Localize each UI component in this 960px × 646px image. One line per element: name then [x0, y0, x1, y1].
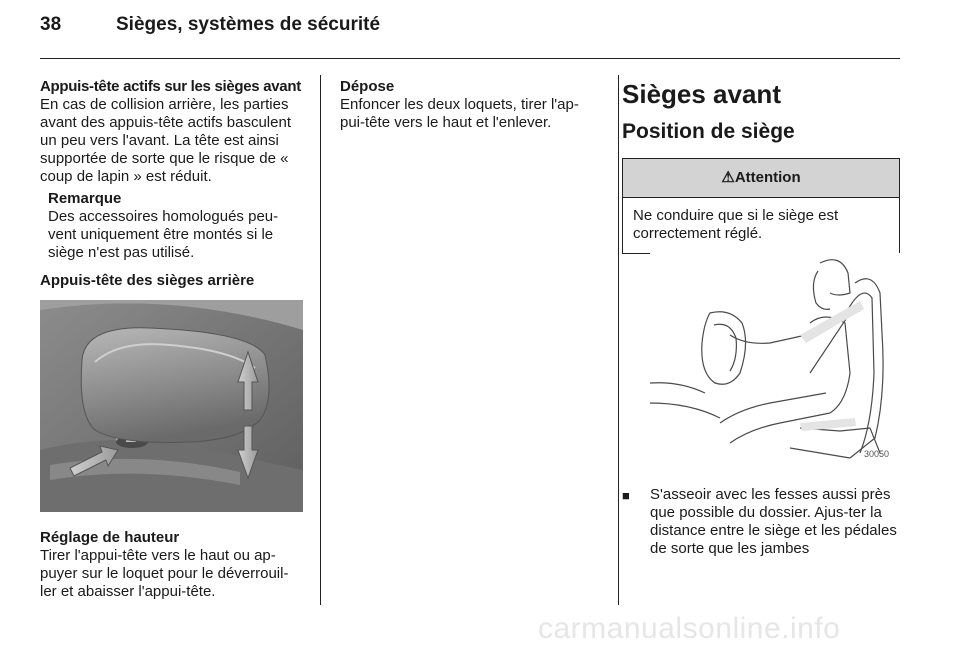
active-headrest-text: En cas de collision arrière, les parties avant des appuis-tête actifs basculent un peu vers l'avant. La tête est ainsi supportée de sorte que le risque de « coup de lapin » est réduit.: [40, 96, 291, 185]
note-text: Des accessoires homologués peu-vent uniquement être montés si le siège n'est pas utilisé.: [48, 208, 279, 261]
removal-heading: Dépose: [340, 78, 395, 95]
headrest-illustration: [40, 300, 303, 512]
column-1: [40, 78, 305, 290]
watermark: carmanualsonline.info: [538, 612, 841, 645]
list-item: [622, 486, 902, 558]
subsection-title: Position de siège: [622, 120, 795, 143]
column-divider-2: [618, 75, 619, 605]
warning-triangle-icon: ⚠: [721, 169, 735, 186]
section-title: Sièges avant: [622, 79, 781, 109]
column-2: [340, 78, 602, 132]
image-code: 30050: [864, 449, 890, 459]
removal-text: Enfoncer les deux loquets, tirer l'ap-pui-tête vers le haut et l'enlever.: [340, 96, 579, 131]
page-header: [40, 14, 380, 36]
header-rule: [40, 58, 900, 59]
note-title: Remarque: [48, 190, 122, 207]
seat-position-illustration: [650, 253, 900, 463]
note-block: [48, 190, 305, 262]
column-1-lower: [40, 529, 305, 601]
bullet-text: S'asseoir avec les fesses aussi près que possible du dossier. Ajus-ter la distance entre le siège et les pédales de sorte que les jambes: [650, 486, 897, 557]
column-divider-1: [320, 75, 321, 605]
active-headrest-heading: Appuis-tête actifs sur les sièges avant: [40, 78, 301, 95]
column-3-lower: [622, 474, 902, 558]
page-number: 38: [40, 14, 62, 35]
height-adjust-text: Tirer l'appui-tête vers le haut ou ap-puyer sur le loquet pour le déverrouil-ler et abaisser l'appui-tête.: [40, 547, 289, 600]
warning-box: [622, 158, 900, 254]
warning-header: [623, 159, 899, 198]
warning-text: Ne conduire que si le siège est correctement réglé.: [633, 207, 839, 242]
page-title: Sièges, systèmes de sécurité: [116, 14, 381, 35]
column-3: [622, 78, 902, 254]
warning-title: Attention: [734, 169, 801, 186]
rear-headrest-heading: Appuis-tête des sièges arrière: [40, 272, 255, 289]
square-bullet-icon: ■: [622, 488, 630, 503]
height-adjust-heading: Réglage de hauteur: [40, 529, 180, 546]
